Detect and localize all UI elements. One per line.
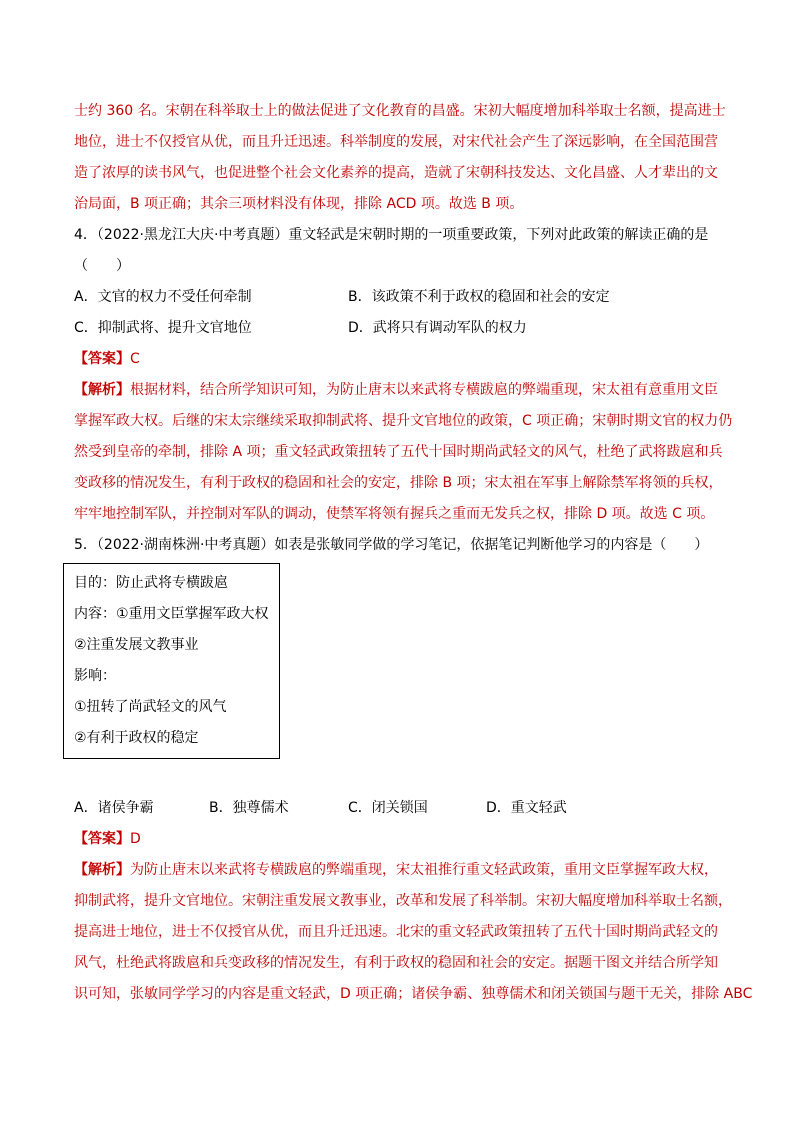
- analysis-tag: 【解析】: [74, 382, 130, 398]
- analysis-text: 为防止唐末以来武将专横跋扈的弊端重现，宋太祖推行重文轻武政策，重用文臣掌握军政大权，: [130, 862, 718, 878]
- analysis-tag: 【解析】: [74, 862, 130, 878]
- q5-option-b: B．独尊儒术: [209, 800, 289, 816]
- q5-analysis-line: 风气，杜绝武将跋扈和兵变政移的情况发生，有利于政权的稳固和社会的安定。据题干图文并结合所学知: [74, 955, 718, 971]
- q5-option-c: C．闭关锁国: [348, 800, 428, 816]
- q4-answer-blank: （ ）: [74, 258, 130, 274]
- q3-explanation-line: 造了浓厚的读书风气，也促进整个社会文化素养的提高，造就了宋朝科技发达、文化昌盛、人才辈出的文: [74, 165, 718, 181]
- q5-analysis-line: [74, 860, 718, 880]
- q4-analysis-line: 牢牢地控制军队，并控制对军队的调动，使禁军将领有握兵之重而无发兵之权，排除 D 项。故选 C 项。: [74, 506, 715, 522]
- q4-analysis-line: 然受到皇帝的牵制，排除 A 项；重文轻武政策扭转了五代十国时期尚武轻文的风气，杜绝了武将跋扈和兵: [74, 444, 723, 460]
- q4-analysis-line: [74, 380, 718, 400]
- q3-explanation-line: 士约 360 名。宋朝在科举取士上的做法促进了文化教育的昌盛。宋初大幅度增加科举取士名额，提高进士: [74, 103, 726, 119]
- q4-option-a: A．文官的权力不受任何牵制: [74, 289, 252, 305]
- notes-impact-item: ②有利于政权的稳定: [74, 730, 199, 746]
- q4-answer: [74, 349, 140, 369]
- q5-analysis-line: 识可知，张敏同学学习的内容是重文轻武，D 项正确；诸侯争霸、独尊儒术和闭关锁国与题干无关，排除 ABC: [74, 986, 753, 1002]
- q4-option-d: D．武将只有调动军队的权力: [348, 320, 527, 336]
- answer-value: D: [130, 831, 141, 847]
- notes-content-item: ②注重发展文教事业: [74, 637, 199, 653]
- analysis-text: 根据材料，结合所学知识可知，为防止唐末以来武将专横跋扈的弊端重现，宋太祖有意重用文臣: [130, 382, 718, 398]
- study-notes-table: [63, 563, 280, 759]
- q4-analysis-line: 掌握军政大权。后继的宋太宗继续采取抑制武将、提升文官地位的政策，C 项正确；宋朝时期文官的权力仍: [74, 413, 733, 429]
- answer-tag: 【答案】: [74, 831, 130, 847]
- q5-answer: [74, 829, 141, 849]
- q4-stem: 4．（2022·黑龙江大庆·中考真题）重文轻武是宋朝时期的一项重要政策，下列对此政策的解读正确的是: [74, 227, 709, 243]
- q5-stem: 5．（2022·湖南株洲·中考真题）如表是张敏同学做的学习笔记，依据笔记判断他学习的内容是（ ）: [74, 537, 709, 553]
- q5-option-a: A．诸侯争霸: [74, 800, 154, 816]
- notes-purpose: 目的：防止武将专横跋扈: [74, 575, 228, 591]
- answer-value: C: [130, 351, 140, 367]
- q5-analysis-line: 提高进士地位，进士不仅授官从优，而且升迁迅速。北宋的重文轻武政策扭转了五代十国时期尚武轻文的: [74, 924, 718, 940]
- notes-impact-item: ①扭转了尚武轻文的风气: [74, 699, 227, 715]
- notes-content: 内容：①重用文臣掌握军政大权: [74, 606, 269, 622]
- q3-explanation-line: 治局面，B 项正确；其余三项材料没有体现，排除 ACD 项。故选 B 项。: [74, 196, 524, 212]
- q5-option-d: D．重文轻武: [486, 800, 567, 816]
- q4-analysis-line: 变政移的情况发生，有利于政权的稳固和社会的安定，排除 B 项；宋太祖在军事上解除禁军将领的兵权，: [74, 475, 723, 491]
- notes-impact-label: 影响：: [74, 668, 116, 684]
- q4-option-b: B．该政策不利于政权的稳固和社会的安定: [348, 289, 610, 305]
- q3-explanation-line: 地位，进士不仅授官从优，而且升迁迅速。科举制度的发展，对宋代社会产生了深远影响，在全国范围营: [74, 134, 718, 150]
- q4-option-c: C．抑制武将、提升文官地位: [74, 320, 252, 336]
- answer-tag: 【答案】: [74, 351, 130, 367]
- q5-analysis-line: 抑制武将，提升文官地位。宋朝注重发展文教事业，改革和发展了科举制。宋初大幅度增加科举取士名额，: [74, 893, 732, 909]
